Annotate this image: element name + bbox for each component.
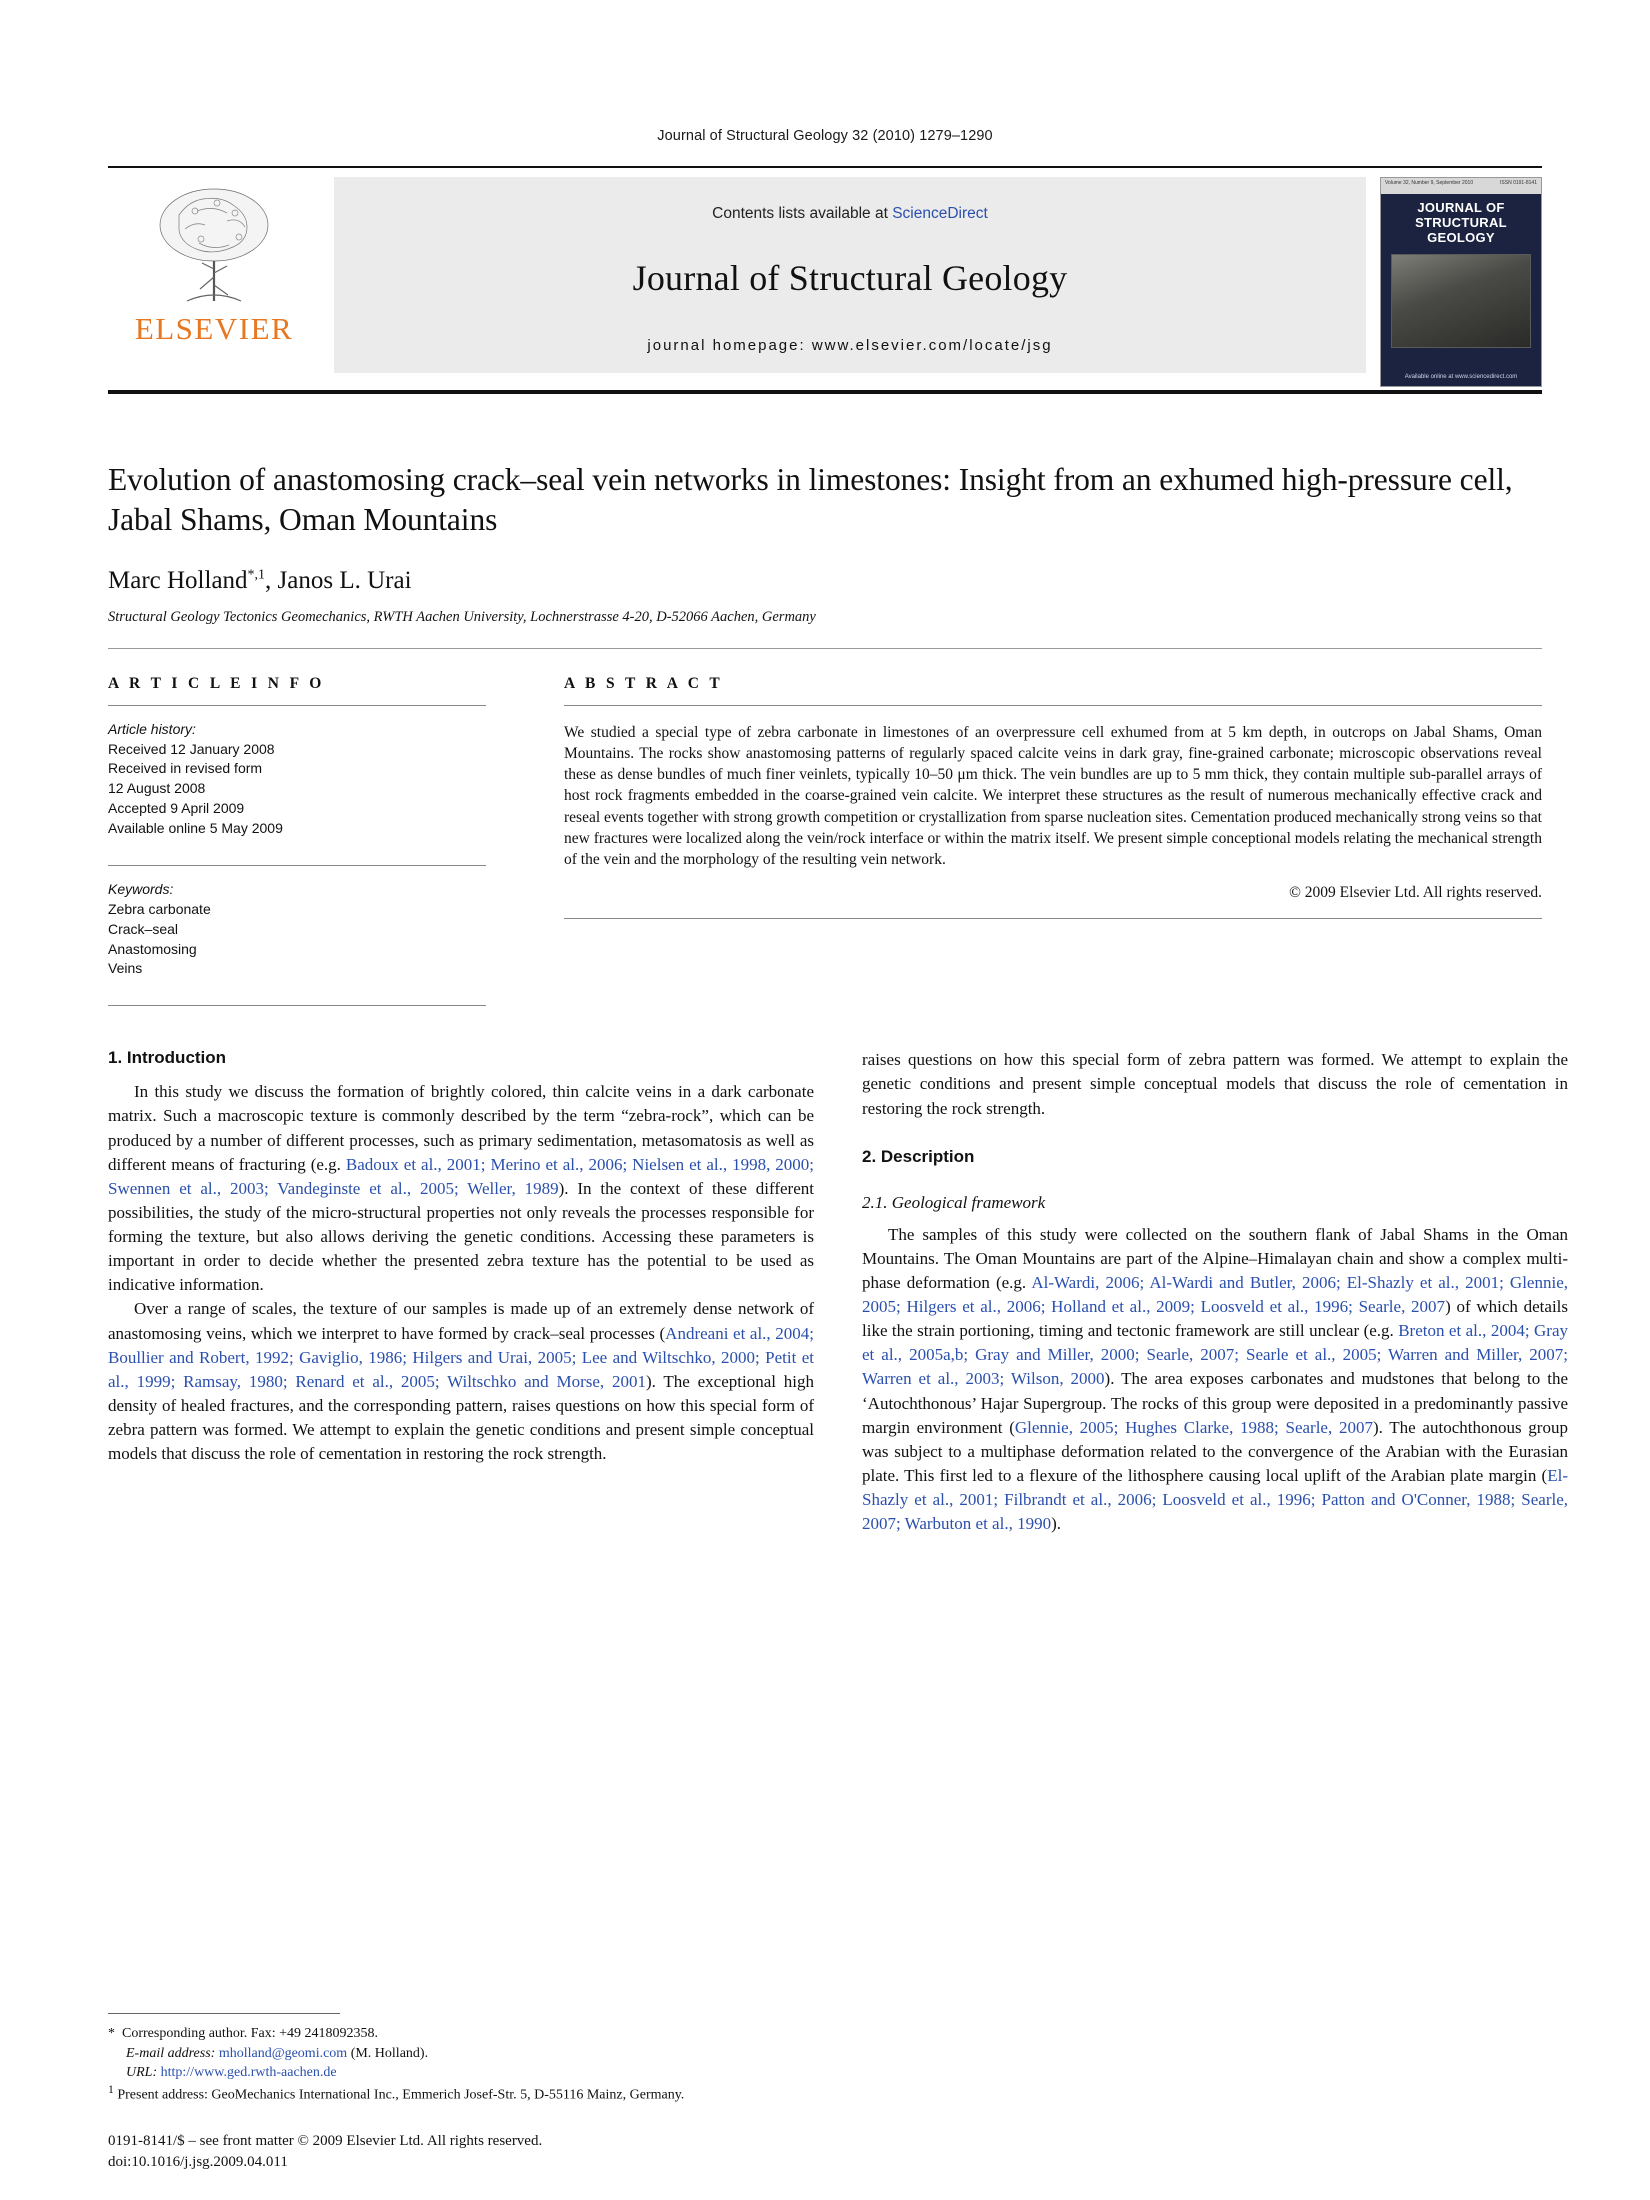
email-suffix: (M. Holland).: [350, 2045, 429, 2061]
journal-homepage[interactable]: journal homepage: www.elsevier.com/locate/jsg: [647, 336, 1053, 354]
contents-available-line: [712, 205, 988, 223]
masthead-band: [334, 177, 1366, 373]
title-block: [108, 460, 1542, 649]
citation-group[interactable]: Al-Wardi, 2006; Al-Wardi and Butler, 2006; El-Shazly et al., 2001; Glennie, 2005; Hilgers et al., 2006; Holland et al., 2009; Loosveld et al., 1996; Searle, 2007: [862, 1272, 1568, 1316]
cover-bottom-text: Available online at www.sciencedirect.com: [1404, 374, 1518, 380]
body-column-left: [108, 1048, 814, 2173]
elsevier-tree-icon: [139, 181, 289, 309]
footnote-text: Corresponding author. Fax: +49 2418092358.: [122, 2026, 378, 2042]
abstract-copyright: © 2009 Elsevier Ltd. All rights reserved.: [1289, 884, 1542, 902]
abstract-rule: [564, 705, 1542, 706]
paragraph-geological-framework: [862, 1223, 1568, 1537]
footnote-area: [108, 2013, 814, 2173]
history-line: Accepted 9 April 2009: [108, 800, 245, 817]
info-abstract-row: [108, 675, 1542, 1007]
subsection-heading-geological-framework: 2.1. Geological framework: [862, 1192, 1046, 1212]
cover-title-line3: GEOLOGY: [1427, 229, 1495, 245]
para-text: Over a range of scales, the texture of our samples is made up of an extremely dense network of anastomosing veins, which we interpret to have formed by crack–seal processes (: [108, 1299, 814, 1343]
para-text: ) of which details like the strain portioning, timing and tectonic framework are still unclear (e.g.: [862, 1297, 1569, 1341]
email-link[interactable]: mholland@geomi.com: [218, 2045, 348, 2061]
paragraph-intro-2: [108, 1297, 814, 1466]
section-heading-introduction: 1. Introduction: [108, 1048, 227, 1068]
keyword-item: Veins: [108, 960, 143, 977]
para-text: ). The autochthonous group was subject to a multiphase deformation related to the convergence of the Arabian with the Eurasian plate. This first led to a flexure of the lithosphere causing local uplift of the Arabian plate margin (: [862, 1417, 1568, 1485]
citation-group[interactable]: Glennie, 2005; Hughes Clarke, 1988; Searle, 2007: [1014, 1417, 1373, 1437]
history-label: Article history:: [108, 720, 196, 737]
citation-group[interactable]: El-Shazly et al., 2001; Filbrandt et al., 2006; Loosveld et al., 1996; Patton and O'Conner, 1988; Searle, 2007; Warbuton et al., 1990: [862, 1465, 1568, 1534]
affiliation-rule: [108, 648, 1542, 649]
article-info-rule: [108, 705, 486, 706]
para-text: ). In the context of these different possibilities, the study of the micro-structural properties not only reveals the processes responsible for forming the texture, but also allows deriving the genetic conditions. Accessing these parameters is important in order to decide whether the presented zebra texture has the potential to be used as indicative information.: [108, 1178, 814, 1295]
journal-masthead: [108, 166, 1542, 386]
citation-group[interactable]: Andreani et al., 2004; Boullier and Robert, 1992; Gaviglio, 1986; Hilgers and Urai, 2005; Lee and Wiltschko, 2000; Petit et al., 1999; Ramsay, 1980; Renard et al., 2005; Wiltschko and Morse, 2001: [108, 1323, 814, 1391]
masthead-bottom-rule: [108, 390, 1542, 394]
journal-title: Journal of Structural Geology: [632, 257, 1068, 298]
history-line: Received 12 January 2008: [108, 740, 275, 757]
cover-photo: [1391, 254, 1531, 348]
elsevier-wordmark: ELSEVIER: [134, 311, 294, 346]
history-line: 12 August 2008: [108, 780, 206, 797]
url-label: URL:: [126, 2064, 158, 2080]
author-name: Marc Holland: [108, 566, 248, 594]
affiliation: Structural Geology Tectonics Geomechanics, RWTH Aachen University, Lochnerstrasse 4-20, D-52066 Aachen, Germany: [108, 608, 816, 625]
article-info-heading: A R T I C L E I N F O: [108, 674, 325, 692]
contents-prefix: Contents lists available at: [712, 204, 893, 222]
cover-title: [1381, 201, 1541, 246]
keyword-item: Anastomosing: [108, 940, 197, 957]
email-label: E-mail address:: [126, 2045, 216, 2061]
running-head: Journal of Structural Geology 32 (2010) 1279–1290: [657, 128, 993, 144]
article-info-column: [108, 675, 486, 1007]
para-text: ). The exceptional high density of healed fractures, and the corresponding pattern, raises questions on how this special form of zebra pattern was formed. We attempt to explain the genetic conditions and present simple conceptual models that discuss the role of cementation in restoring the rock strength.: [108, 1371, 814, 1464]
footnote-present-address: [108, 2082, 814, 2105]
keywords-label: Keywords:: [108, 880, 174, 897]
footnote-email: [108, 2044, 814, 2063]
author-list: [108, 567, 1542, 595]
page-title: Evolution of anastomosing crack–seal vein networks in limestones: Insight from an exhumed high-pressure cell, Jabal Shams, Oman Mountains: [108, 462, 1513, 538]
section-heading-description: 2. Description: [862, 1146, 975, 1166]
cover-top-strip: [1381, 178, 1541, 194]
paragraph-intro-1: [108, 1080, 814, 1297]
issn-block: [108, 2131, 814, 2173]
keyword-item: Zebra carbonate: [108, 900, 211, 917]
abstract-column: [564, 675, 1542, 1007]
keywords-top-rule: [108, 865, 486, 866]
paragraph-intro-2-cont: raises questions on how this special form of zebra pattern was formed. We attempt to explain the genetic conditions and present simple conceptual models that discuss the role of cementation in restoring the rock strength.: [862, 1050, 1568, 1118]
article-history: [108, 720, 486, 839]
footnote-url: [108, 2063, 814, 2082]
abstract-bottom-rule: [564, 918, 1542, 919]
body-column-right: [862, 1048, 1568, 2173]
para-text: ).: [1051, 1514, 1061, 1534]
abstract-text: We studied a special type of zebra carbonate in limestones of an overpressure cell exhumed from at 5 km depth, in outcrops on Jabal Shams, Oman Mountains. The rocks show anastomosing patterns of regularly spaced calcite veins in dark gray, fine-grained carbonate; microscopic observations reveal these as dense bundles of much finer veinlets, typically 10–50 μm thick. The vein bundles are up to 5 mm thick, they contain multiple sub-parallel arrays of host rock fragments embedded in the coarse-grained vein calcite. We interpret these structures as the result of numerous mechanically effective crack and reseal events together with strong growth competition or crystallization from sparse nucleation sites. Cementation produced mechanically strong veins so that new fractures were localized along the vein/rock interface or within the matrix itself. We present simple conceptional models relating the mechanical strength of the vein and the morphology of the resulting vein network.: [564, 723, 1542, 869]
keywords-block: [108, 880, 486, 979]
footnote-mark-1: 1: [108, 2083, 114, 2097]
elsevier-logo: [108, 177, 320, 385]
doi-line: doi:10.1016/j.jsg.2009.04.011: [108, 2154, 288, 2171]
para-text: The samples of this study were collected on the southern flank of Jabal Shams in the Oman Mountains. The Oman Mountains are part of the Alpine–Himalayan chain and show a complex multi-phase deformation (e.g.: [862, 1224, 1568, 1292]
para-text: ). The area exposes carbonates and mudstones that belong to the ‘Autochthonous’ Hajar Supergroup. The rocks of this group were deposited in a predominantly passive margin environment (: [862, 1369, 1568, 1437]
footnote-text: Present address: GeoMechanics International Inc., Emmerich Josef-Str. 5, D-55116 Mainz, Germany.: [117, 2087, 685, 2103]
author-footnote-marks: *,1: [247, 567, 266, 583]
footnote-rule: [108, 2013, 340, 2014]
citation-group[interactable]: Breton et al., 2004; Gray et al., 2005a,b; Gray and Miller, 2000; Searle, 2007; Searle et al., 2005; Warren and Miller, 2007; Warren et al., 2003; Wilson, 2000: [862, 1321, 1568, 1389]
footnote-corresponding-author: [108, 2024, 814, 2043]
history-line: Available online 5 May 2009: [108, 820, 283, 836]
body-columns: [108, 1048, 1569, 2173]
url-link[interactable]: http://www.ged.rwth-aachen.de: [160, 2064, 337, 2080]
sciencedirect-link[interactable]: ScienceDirect: [892, 204, 988, 222]
article-info-bottom-rule: [108, 1005, 486, 1006]
citation-group[interactable]: Badoux et al., 2001; Merino et al., 2006; Nielsen et al., 1998, 2000; Swennen et al., 2003; Vandeginste et al., 2005; Weller, 1989: [108, 1154, 815, 1198]
history-line: Received in revised form: [108, 760, 263, 777]
para-text: In this study we discuss the formation of brightly colored, thin calcite veins in a dark carbonate matrix. Such a macroscopic texture is commonly described by the term “zebra-rock”, which can be produced by a number of different processes, such as primary sedimentation, metasomatosis as well as different means of fracturing (e.g.: [108, 1082, 814, 1174]
cover-volume-text: Volume 32, Number 9, September 2010: [1385, 180, 1474, 186]
cover-issn-text: ISSN 0191-8141: [1500, 180, 1537, 186]
keyword-item: Crack–seal: [108, 920, 179, 937]
abstract-heading: A B S T R A C T: [564, 674, 724, 692]
footnote-mark: *: [108, 2026, 115, 2042]
author-rest: , Janos L. Urai: [265, 566, 412, 594]
journal-cover-thumbnail: [1380, 177, 1542, 387]
issn-line: 0191-8141/$ – see front matter © 2009 Elsevier Ltd. All rights reserved.: [108, 2133, 543, 2150]
cover-title-line1: JOURNAL OF: [1417, 200, 1505, 215]
cover-title-line2: STRUCTURAL: [1415, 214, 1507, 230]
